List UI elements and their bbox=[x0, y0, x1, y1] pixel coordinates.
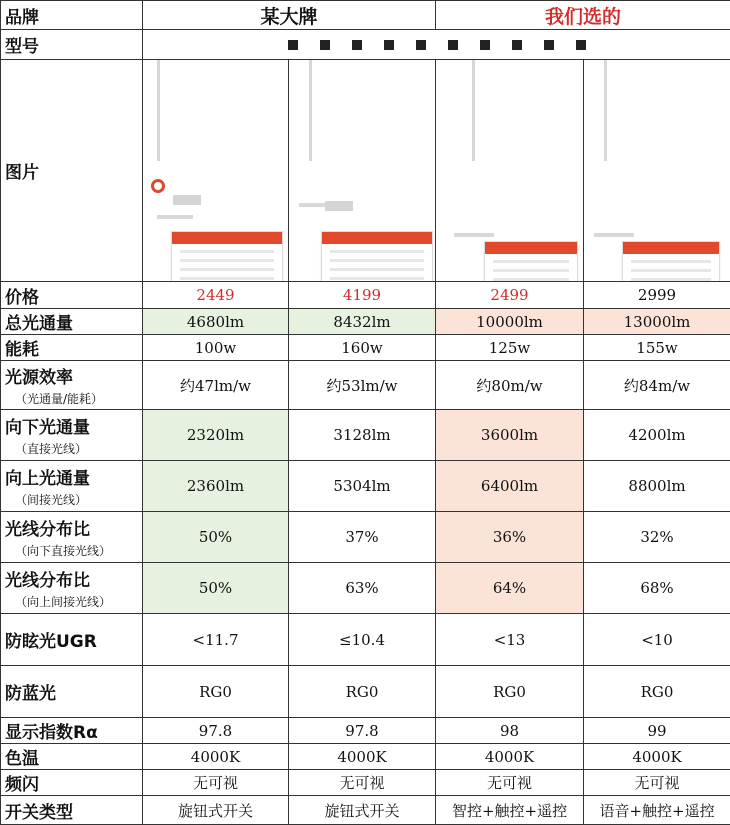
spec-label-text: 开关类型 bbox=[5, 802, 73, 823]
product-spec-card bbox=[321, 231, 433, 282]
spec-value: 无可视 bbox=[143, 770, 289, 796]
spec-value: 2499 bbox=[436, 282, 584, 309]
spec-value: 约53lm/w bbox=[289, 361, 436, 410]
spec-label bbox=[1, 361, 143, 410]
spec-label-text: 能耗 bbox=[5, 340, 39, 360]
spec-value: 97.8 bbox=[143, 718, 289, 744]
spec-row bbox=[1, 770, 730, 796]
spec-value: 5304lm bbox=[289, 461, 436, 512]
spec-label bbox=[1, 744, 143, 770]
spec-row bbox=[1, 361, 730, 410]
spec-value: 8432lm bbox=[289, 309, 436, 335]
brand-a-header: 某大牌 bbox=[143, 1, 436, 30]
spec-value: 约47lm/w bbox=[143, 361, 289, 410]
product-image-3 bbox=[436, 60, 584, 282]
spec-value: RG0 bbox=[143, 666, 289, 718]
model-redacted bbox=[143, 30, 730, 60]
spec-sublabel: （间接光线） bbox=[15, 493, 88, 507]
product-image-4 bbox=[584, 60, 730, 282]
redaction-mosaic bbox=[143, 40, 730, 50]
product-spec-card bbox=[484, 241, 578, 282]
spec-row bbox=[1, 410, 730, 461]
spec-sublabel: （向下直接光线） bbox=[15, 544, 112, 558]
spec-value: ≤10.4 bbox=[289, 614, 436, 666]
spec-value: 4199 bbox=[289, 282, 436, 309]
brand-b-header: 我们选的 bbox=[436, 1, 730, 30]
spec-value: 约80m/w bbox=[436, 361, 584, 410]
spec-value: 4000K bbox=[584, 744, 730, 770]
spec-value: <13 bbox=[436, 614, 584, 666]
spec-value: 13000lm bbox=[584, 309, 730, 335]
spec-row bbox=[1, 461, 730, 512]
spec-label bbox=[1, 770, 143, 796]
spec-row bbox=[1, 282, 730, 309]
spec-value: 2320lm bbox=[143, 410, 289, 461]
spec-label-text: 防眩光UGR bbox=[5, 632, 97, 652]
spec-value: 4680lm bbox=[143, 309, 289, 335]
spec-value: 97.8 bbox=[289, 718, 436, 744]
spec-value: 3600lm bbox=[436, 410, 584, 461]
spec-row bbox=[1, 666, 730, 718]
spec-label-text: 向下光通量 bbox=[5, 418, 90, 438]
spec-value: 37% bbox=[289, 512, 436, 563]
spec-value: 无可视 bbox=[436, 770, 584, 796]
spec-value: 约84m/w bbox=[584, 361, 730, 410]
spec-value: 63% bbox=[289, 563, 436, 614]
brand-label: 品牌 bbox=[1, 1, 143, 30]
spec-value: 68% bbox=[584, 563, 730, 614]
spec-label bbox=[1, 563, 143, 614]
spec-value: 50% bbox=[143, 512, 289, 563]
spec-value: 旋钮式开关 bbox=[143, 796, 289, 825]
spec-value: 4200lm bbox=[584, 410, 730, 461]
spec-value: 旋钮式开关 bbox=[289, 796, 436, 825]
spec-value: RG0 bbox=[436, 666, 584, 718]
spec-value: RG0 bbox=[289, 666, 436, 718]
spec-label bbox=[1, 309, 143, 335]
spec-sublabel: （直接光线） bbox=[15, 442, 88, 456]
spec-row bbox=[1, 796, 730, 825]
spec-sublabel: （向上间接光线） bbox=[15, 595, 112, 609]
spec-value: 50% bbox=[143, 563, 289, 614]
spec-label bbox=[1, 461, 143, 512]
spec-value: 32% bbox=[584, 512, 730, 563]
spec-value: <11.7 bbox=[143, 614, 289, 666]
spec-value: 98 bbox=[436, 718, 584, 744]
spec-value: 2449 bbox=[143, 282, 289, 309]
product-spec-card bbox=[171, 231, 283, 282]
spec-label bbox=[1, 512, 143, 563]
spec-row bbox=[1, 744, 730, 770]
spec-label bbox=[1, 410, 143, 461]
image-label: 图片 bbox=[1, 60, 143, 282]
product-spec-card bbox=[622, 241, 720, 282]
spec-value: 155w bbox=[584, 335, 730, 361]
product-image-2 bbox=[289, 60, 436, 282]
spec-value: 125w bbox=[436, 335, 584, 361]
spec-label-text: 防蓝光 bbox=[5, 684, 56, 704]
spec-label-text: 向上光通量 bbox=[5, 469, 90, 489]
spec-sublabel: （光通量/能耗） bbox=[15, 392, 104, 406]
spec-row bbox=[1, 718, 730, 744]
spec-row bbox=[1, 309, 730, 335]
image-row bbox=[1, 60, 730, 282]
spec-value: <10 bbox=[584, 614, 730, 666]
spec-value: 3128lm bbox=[289, 410, 436, 461]
spec-value: 4000K bbox=[289, 744, 436, 770]
model-label: 型号 bbox=[1, 30, 143, 60]
spec-row bbox=[1, 335, 730, 361]
spec-label-text: 价格 bbox=[5, 287, 39, 308]
spec-value: 2999 bbox=[584, 282, 730, 309]
product-image-1 bbox=[143, 60, 289, 282]
spec-value: 8800lm bbox=[584, 461, 730, 512]
model-row bbox=[1, 30, 730, 60]
spec-label-text: 频闪 bbox=[5, 775, 39, 795]
spec-label-text: 色温 bbox=[5, 749, 39, 769]
spec-value: 语音+触控+遥控 bbox=[584, 796, 730, 825]
spec-value: 4000K bbox=[143, 744, 289, 770]
spec-row bbox=[1, 563, 730, 614]
spec-row bbox=[1, 614, 730, 666]
spec-label bbox=[1, 614, 143, 666]
spec-label-text: 总光通量 bbox=[5, 314, 73, 334]
spec-label-text: 光线分布比 bbox=[5, 571, 90, 591]
spec-label bbox=[1, 335, 143, 361]
spec-value: RG0 bbox=[584, 666, 730, 718]
spec-value: 160w bbox=[289, 335, 436, 361]
header-row bbox=[1, 1, 730, 30]
spec-label bbox=[1, 666, 143, 718]
brand-logo-icon bbox=[151, 179, 165, 193]
spec-value: 10000lm bbox=[436, 309, 584, 335]
spec-value: 4000K bbox=[436, 744, 584, 770]
spec-value: 36% bbox=[436, 512, 584, 563]
spec-value: 6400lm bbox=[436, 461, 584, 512]
spec-value: 99 bbox=[584, 718, 730, 744]
spec-label bbox=[1, 796, 143, 825]
spec-value: 64% bbox=[436, 563, 584, 614]
spec-value: 无可视 bbox=[289, 770, 436, 796]
spec-label-text: 光源效率 bbox=[5, 368, 73, 388]
spec-label bbox=[1, 718, 143, 744]
spec-value: 无可视 bbox=[584, 770, 730, 796]
spec-value: 2360lm bbox=[143, 461, 289, 512]
spec-value: 100w bbox=[143, 335, 289, 361]
spec-label-text: 光线分布比 bbox=[5, 520, 90, 540]
spec-row bbox=[1, 512, 730, 563]
spec-value: 智控+触控+遥控 bbox=[436, 796, 584, 825]
spec-label bbox=[1, 282, 143, 309]
spec-label-text: 显示指数Rα bbox=[5, 723, 98, 743]
